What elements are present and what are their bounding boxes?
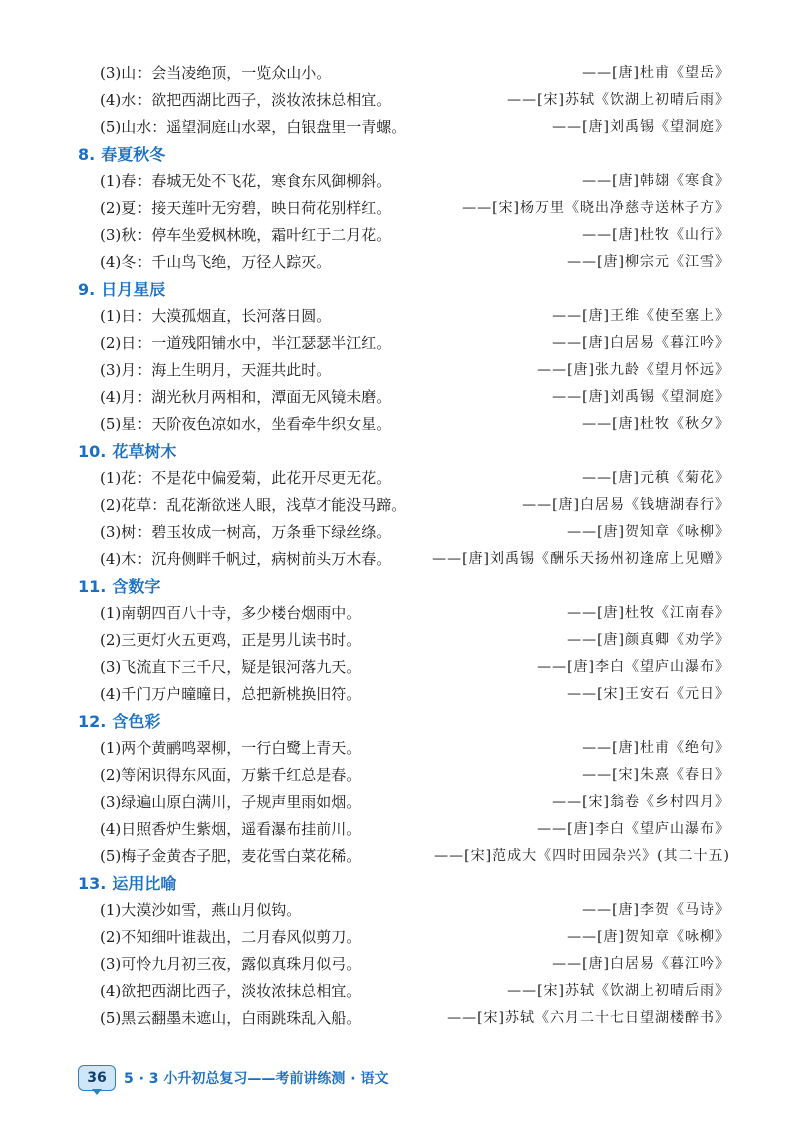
page-number-badge: 36 bbox=[78, 1065, 116, 1091]
poem-line bbox=[100, 519, 730, 546]
poem-line bbox=[100, 789, 730, 816]
section-heading bbox=[78, 276, 800, 303]
poem-source: ——[唐]元稹《菊花》 bbox=[582, 470, 730, 486]
section-heading bbox=[78, 573, 800, 600]
section-title: 含数字 bbox=[112, 577, 161, 596]
poem-line bbox=[100, 357, 730, 384]
poem-line bbox=[100, 330, 730, 357]
section-number: 11. bbox=[78, 577, 107, 596]
poem-text: (1)花：不是花中偏爱菊，此花开尽更无花。 bbox=[100, 469, 392, 487]
section-title: 运用比喻 bbox=[112, 874, 177, 893]
poem-line bbox=[100, 897, 730, 924]
poem-text: (3)飞流直下三千尺，疑是银河落九天。 bbox=[100, 658, 362, 676]
poem-source: ——[宋]范成大《四时田园杂兴》(其二十五) bbox=[434, 848, 730, 864]
poem-source: ——[唐]张九龄《望月怀远》 bbox=[537, 362, 730, 378]
poem-line bbox=[100, 951, 730, 978]
poem-line bbox=[100, 465, 730, 492]
poem-text: (1)两个黄鹂鸣翠柳，一行白鹭上青天。 bbox=[100, 739, 362, 757]
poem-line bbox=[100, 195, 730, 222]
poem-text: (5)星：天阶夜色凉如水，坐看牵牛织女星。 bbox=[100, 415, 392, 433]
poem-line bbox=[100, 600, 730, 627]
section-title: 春夏秋冬 bbox=[101, 145, 166, 164]
section-colors bbox=[0, 708, 800, 870]
poem-source: ——[唐]贺知章《咏柳》 bbox=[567, 524, 730, 540]
poem-line bbox=[100, 546, 730, 573]
poem-text: (5)黑云翻墨未遮山，白雨跳珠乱入船。 bbox=[100, 1009, 362, 1027]
poem-source: ——[唐]白居易《暮江吟》 bbox=[552, 956, 730, 972]
poem-text: (4)月：湖光秋月两相和，潭面无风镜未磨。 bbox=[100, 388, 392, 406]
poem-text: (2)等闲识得东风面，万紫千红总是春。 bbox=[100, 766, 362, 784]
poem-source: ——[唐]柳宗元《江雪》 bbox=[567, 254, 730, 270]
poem-text: (4)水：欲把西湖比西子，淡妆浓抹总相宜。 bbox=[100, 91, 392, 109]
page-content bbox=[0, 60, 800, 1032]
section-heading bbox=[78, 708, 800, 735]
poem-line bbox=[100, 627, 730, 654]
poem-source: ——[唐]贺知章《咏柳》 bbox=[567, 929, 730, 945]
poem-source: ——[宋]苏轼《饮湖上初晴后雨》 bbox=[507, 983, 730, 999]
poem-source: ——[宋]王安石《元日》 bbox=[567, 686, 730, 702]
poem-source: ——[唐]王维《使至塞上》 bbox=[552, 308, 730, 324]
section-metaphors bbox=[0, 870, 800, 1032]
poem-source: ——[宋]杨万里《晓出净慈寺送林子方》 bbox=[462, 200, 730, 216]
poem-source: ——[唐]韩翃《寒食》 bbox=[582, 173, 730, 189]
section-title: 含色彩 bbox=[112, 712, 161, 731]
poem-text: (5)梅子金黄杏子肥，麦花雪白菜花稀。 bbox=[100, 847, 362, 865]
poem-source: ——[唐]白居易《钱塘湖春行》 bbox=[522, 497, 730, 513]
poem-text: (3)山：会当凌绝顶，一览众山小。 bbox=[100, 64, 332, 82]
section-title: 日月星辰 bbox=[101, 280, 166, 299]
poem-line bbox=[100, 411, 730, 438]
section-number: 13. bbox=[78, 874, 107, 893]
poem-text: (3)可怜九月初三夜，露似真珠月似弓。 bbox=[100, 955, 362, 973]
poem-text: (1)大漠沙如雪，燕山月似钩。 bbox=[100, 901, 302, 919]
section-heading bbox=[78, 438, 800, 465]
poem-text: (2)夏：接天莲叶无穷碧，映日荷花别样红。 bbox=[100, 199, 392, 217]
poem-text: (4)冬：千山鸟飞绝，万径人踪灭。 bbox=[100, 253, 332, 271]
section-number: 8. bbox=[78, 145, 96, 164]
poem-text: (2)三更灯火五更鸡，正是男儿读书时。 bbox=[100, 631, 362, 649]
poem-line bbox=[100, 384, 730, 411]
poem-line bbox=[100, 978, 730, 1005]
poem-text: (1)南朝四百八十寺，多少楼台烟雨中。 bbox=[100, 604, 362, 622]
section-plants bbox=[0, 438, 800, 573]
section-seasons bbox=[0, 141, 800, 276]
poem-source: ——[唐]白居易《暮江吟》 bbox=[552, 335, 730, 351]
poem-text: (3)月：海上生明月，天涯共此时。 bbox=[100, 361, 332, 379]
poem-line bbox=[100, 492, 730, 519]
poem-line bbox=[100, 1005, 730, 1032]
poem-line bbox=[100, 735, 730, 762]
poem-text: (3)绿遍山原白满川，子规声里雨如烟。 bbox=[100, 793, 362, 811]
section-title: 花草树木 bbox=[112, 442, 177, 461]
poem-text: (3)秋：停车坐爱枫林晚，霜叶红于二月花。 bbox=[100, 226, 392, 244]
poem-line bbox=[100, 168, 730, 195]
poem-text: (4)千门万户曈曈日，总把新桃换旧符。 bbox=[100, 685, 362, 703]
poem-line bbox=[100, 762, 730, 789]
poem-line bbox=[100, 816, 730, 843]
poem-line bbox=[100, 681, 730, 708]
section-numbers bbox=[0, 573, 800, 708]
poem-source: ——[唐]杜牧《江南春》 bbox=[567, 605, 730, 621]
poem-source: ——[唐]杜牧《秋夕》 bbox=[582, 416, 730, 432]
poem-line bbox=[100, 87, 730, 114]
poem-source: ——[唐]刘禹锡《酬乐天扬州初逢席上见赠》 bbox=[432, 551, 730, 567]
poem-text: (2)不知细叶谁裁出，二月春风似剪刀。 bbox=[100, 928, 362, 946]
poem-source: ——[唐]颜真卿《劝学》 bbox=[567, 632, 730, 648]
poem-source: ——[唐]杜牧《山行》 bbox=[582, 227, 730, 243]
poem-line bbox=[100, 114, 730, 141]
poem-text: (2)日：一道残阳铺水中，半江瑟瑟半江红。 bbox=[100, 334, 392, 352]
poem-source: ——[宋]苏轼《饮湖上初晴后雨》 bbox=[507, 92, 730, 108]
section-heading bbox=[78, 141, 800, 168]
poem-line bbox=[100, 654, 730, 681]
badge-tail-icon bbox=[92, 1089, 102, 1095]
poem-text: (3)树：碧玉妆成一树高，万条垂下绿丝绦。 bbox=[100, 523, 392, 541]
section-number: 10. bbox=[78, 442, 107, 461]
book-title: 5 · 3 小升初总复习——考前讲练测 · 语文 bbox=[124, 1071, 389, 1087]
poem-text: (1)日：大漠孤烟直，长河落日圆。 bbox=[100, 307, 332, 325]
poem-text: (4)欲把西湖比西子，淡妆浓抹总相宜。 bbox=[100, 982, 362, 1000]
poem-line bbox=[100, 924, 730, 951]
poem-source: ——[唐]李贺《马诗》 bbox=[582, 902, 730, 918]
poem-source: ——[唐]杜甫《望岳》 bbox=[582, 65, 730, 81]
section-celestial bbox=[0, 276, 800, 438]
poem-source: ——[唐]李白《望庐山瀑布》 bbox=[537, 821, 730, 837]
poem-line bbox=[100, 222, 730, 249]
section-number: 12. bbox=[78, 712, 107, 731]
section-heading bbox=[78, 870, 800, 897]
poem-text: (1)春：春城无处不飞花，寒食东风御柳斜。 bbox=[100, 172, 392, 190]
poem-text: (4)木：沉舟侧畔千帆过，病树前头万木春。 bbox=[100, 550, 392, 568]
section-number: 9. bbox=[78, 280, 96, 299]
poem-text: (5)山水：遥望洞庭山水翠，白银盘里一青螺。 bbox=[100, 118, 407, 136]
poem-source: ——[唐]刘禹锡《望洞庭》 bbox=[552, 389, 730, 405]
poem-text: (2)花草：乱花渐欲迷人眼，浅草才能没马蹄。 bbox=[100, 496, 407, 514]
poem-line bbox=[100, 249, 730, 276]
poem-source: ——[宋]翁卷《乡村四月》 bbox=[552, 794, 730, 810]
poem-line bbox=[100, 843, 730, 870]
poem-source: ——[唐]杜甫《绝句》 bbox=[582, 740, 730, 756]
poem-source: ——[宋]朱熹《春日》 bbox=[582, 767, 730, 783]
poem-line bbox=[100, 303, 730, 330]
poem-text: (4)日照香炉生紫烟，遥看瀑布挂前川。 bbox=[100, 820, 362, 838]
poem-source: ——[唐]李白《望庐山瀑布》 bbox=[537, 659, 730, 675]
poem-source: ——[宋]苏轼《六月二十七日望湖楼醉书》 bbox=[447, 1010, 730, 1026]
poem-source: ——[唐]刘禹锡《望洞庭》 bbox=[552, 119, 730, 135]
section-continued bbox=[0, 60, 800, 141]
poem-line bbox=[100, 60, 730, 87]
